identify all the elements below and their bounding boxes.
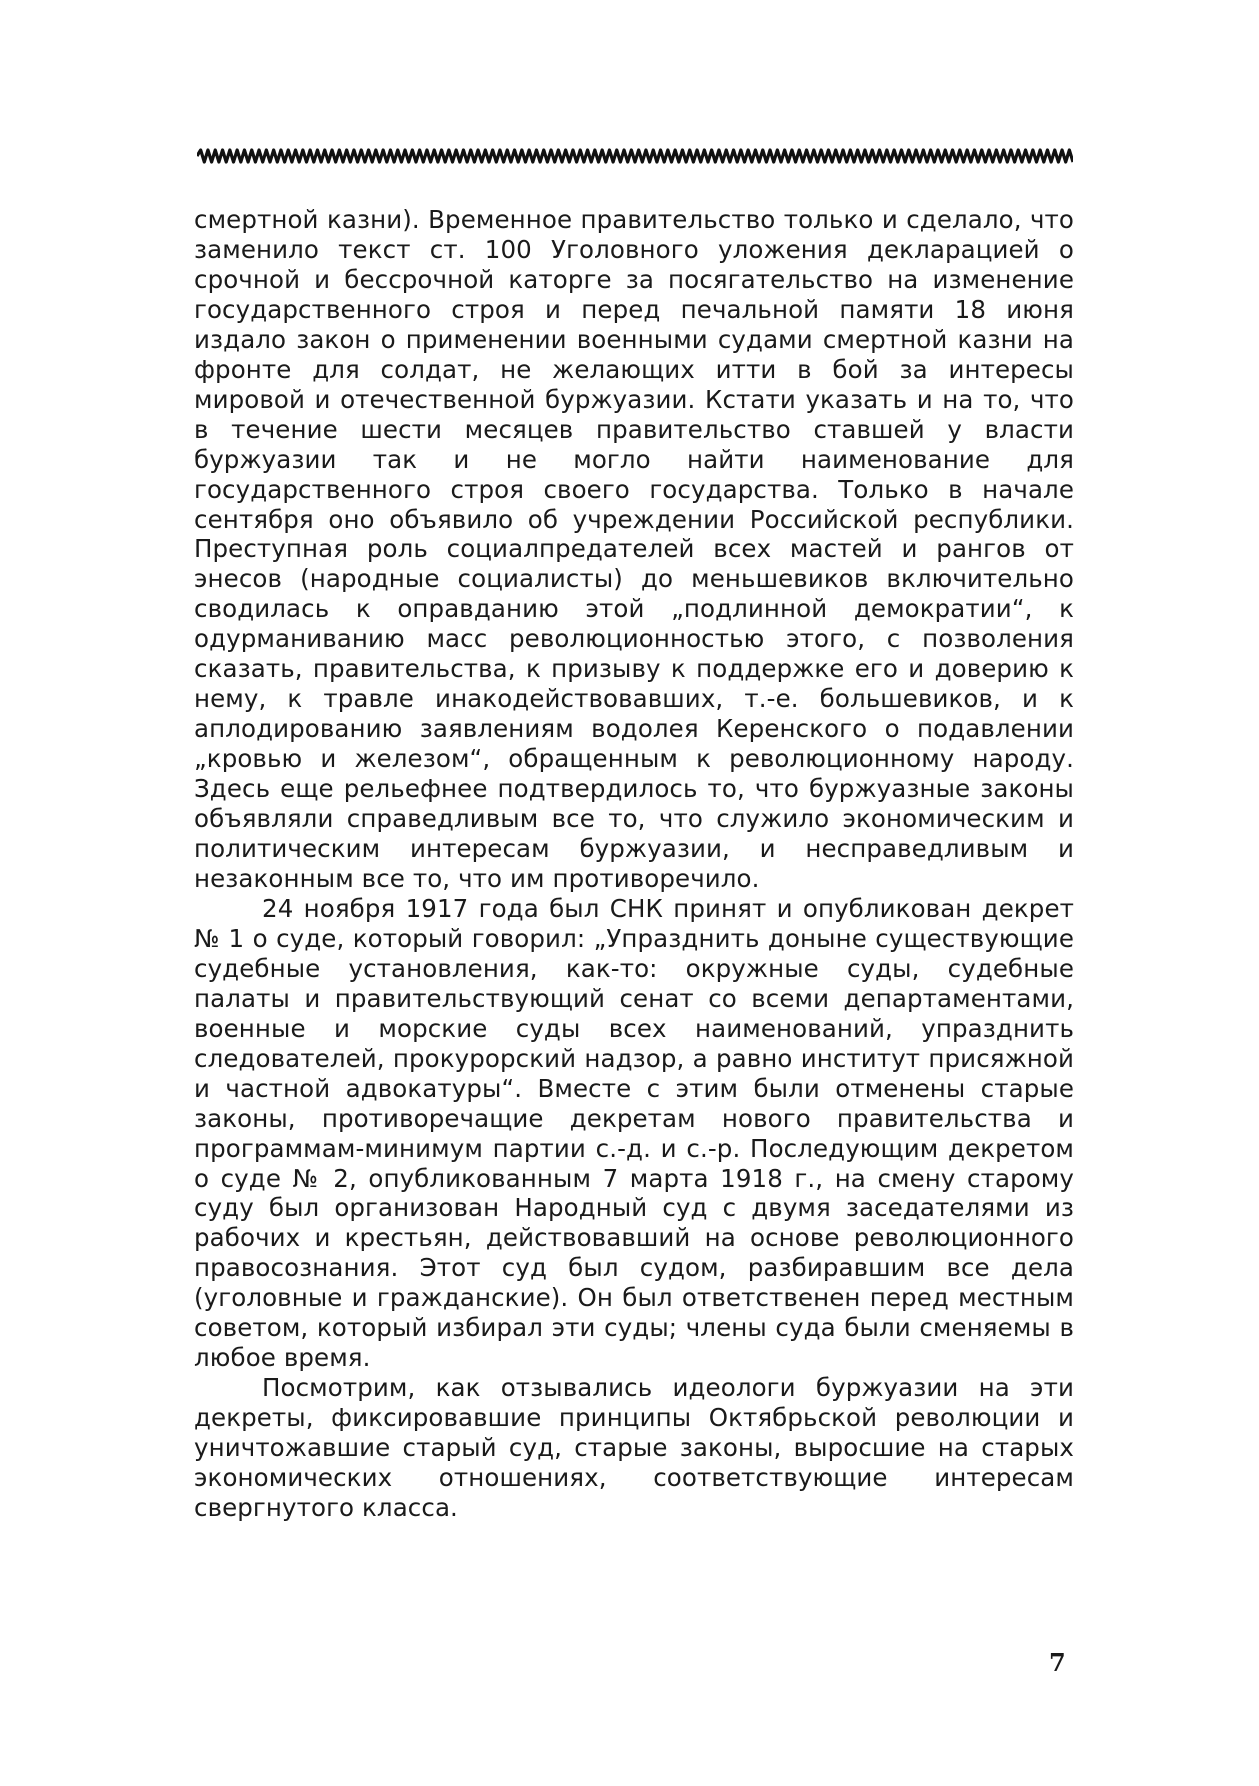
- paragraph-1: смертной казни). Временное правительство только и сделало, что заменило текст ст. 100 Уголовного уложения декларацией о срочной и бессрочной каторге за посягательство на изменение государственного строя и перед печальной памяти 18 июня издало закон о применении военными судами смертной казни на фронте для солдат, не желающих итти в бой за интересы мировой и отечественной буржуазии. Кстати указать и на то, что в течение шести месяцев правительство ставшей у власти буржуазии так и не могло найти наименование для государственного строя своего государства. Только в начале сентября оно объявило об учреждении Российской республики. Преступная роль социалпредателей всех мастей и рангов от энесов (народные социалисты) до меньшевиков включительно сводилась к оправданию этой „подлинной демократии“, к одурманиванию масс революционностью этого, с позволения сказать, правительства, к призыву к поддержке его и доверию к нему, к травле инакодействовавших, т.-е. большевиков, и к аплодированию заявлениям водолея Керенского о подавлении „кровью и железом“, обращенным к революционному народу. Здесь еще рельефнее подтвердилось то, что буржуазные законы объявляли справедливым все то, что служило экономическим и политическим интересам буржуазии, и несправедливым и незаконным все то, что им противоречило.: [194, 205, 1074, 893]
- page-number: 7: [1049, 1648, 1066, 1677]
- paragraph-3: Посмотрим, как отзывались идеологи буржуазии на эти декреты, фиксировавшие принципы Октябрьской революции и уничтожавшие старый суд, старые законы, выросшие на старых экономических отношениях, соответствующие интересам свергнутого класса.: [194, 1373, 1074, 1522]
- paragraph-2: 24 ноября 1917 года был СНК принят и опубликован декрет № 1 о суде, который говорил: „Упразднить доныне существующие судебные установления, как-то: окружные суды, судебные палаты и правительствующий сенат со всеми департаментами, военные и морские суды всех наименований, упразднить следователей, прокурорский надзор, а равно институт присяжной и частной адвокатуры“. Вместе с этим были отменены старые законы, противоречащие декретам нового правительства и программам-минимум партии с.-д. и с.-р. Последующим декретом о суде № 2, опубликованным 7 марта 1918 г., на смену старому суду был организован Народный суд с двумя заседателями из рабочих и крестьян, действовавший на основе революционного правосознания. Этот суд был судом, разбиравшим все дела (уголовные и гражданские). Он был ответственен перед местным советом, который избирал эти суды; члены суда были сменяемы в любое время.: [194, 893, 1074, 1373]
- wavy-rule-ornament: [197, 146, 1073, 166]
- body-text: [194, 205, 1074, 1523]
